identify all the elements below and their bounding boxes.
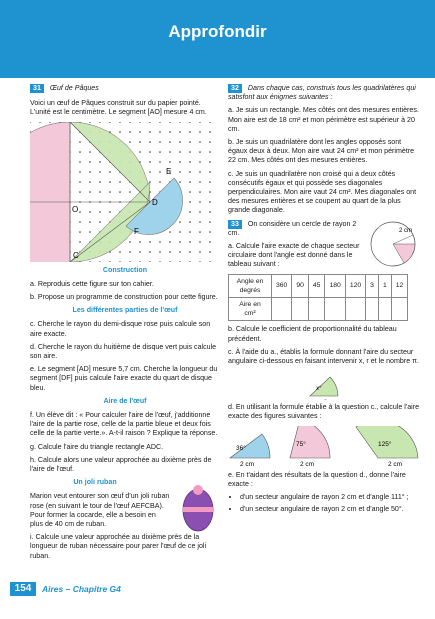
label-O: O — [72, 204, 79, 214]
grid-dot — [179, 231, 181, 233]
grid-dot — [209, 201, 211, 203]
grid-dot — [189, 211, 191, 213]
question-f: f. Un élève dit : « Pour calculer l'aire de l'œuf, j'additionne l'aire de la partie rose, celle de la partie bleue et deux fois celle de la partie verte.». A-t-il raison ? Explique ta réponse. — [30, 411, 218, 438]
three-sectors-figure — [228, 426, 421, 468]
page-title: Approfondir — [168, 22, 267, 41]
sector-angle-label: x° — [316, 386, 322, 393]
page-header — [0, 0, 435, 78]
grid-dot — [109, 122, 111, 123]
table-head-area: Aire en cm² — [229, 298, 272, 321]
grid-dot — [159, 261, 161, 262]
exercise-number-33: 33 — [228, 220, 242, 229]
grid-dot — [179, 151, 181, 153]
grid-dot — [179, 241, 181, 243]
grid-dot — [30, 122, 31, 123]
grid-dot — [179, 131, 181, 133]
grid-dot — [189, 161, 191, 163]
grid-dot — [199, 122, 201, 123]
table-row — [229, 274, 408, 297]
label-D: D — [152, 197, 158, 207]
grid-dot — [149, 171, 151, 173]
grid-dot — [139, 261, 141, 262]
grid-dot — [149, 241, 151, 243]
grid-dot — [209, 171, 211, 173]
ribbon-egg-image — [178, 480, 218, 534]
grid-dot — [189, 141, 191, 143]
table-cell — [292, 298, 309, 321]
parts-heading: Les différentes parties de l'œuf — [72, 306, 178, 315]
grid-dot — [189, 191, 191, 193]
exercise-32-intro: Dans chaque cas, construis tous les quadrilatères qui satisfont aux énigmes suivantes : — [228, 84, 416, 102]
grid-dot — [199, 211, 201, 213]
grid-dot — [79, 141, 81, 143]
grid-dot — [119, 181, 121, 183]
grid-dot — [139, 131, 141, 133]
fig2-angle: 75° — [296, 440, 306, 448]
grid-dot — [199, 191, 201, 193]
question-g: g. Calcule l'aire du triangle rectangle ADC. — [30, 442, 164, 451]
fig1-radius: 2 cm — [240, 460, 255, 468]
question-a: a. Reproduis cette figure sur ton cahier. — [30, 279, 154, 288]
grid-dot — [149, 141, 151, 143]
chapter-footer: Aires – Chapitre G4 — [42, 584, 121, 594]
grid-dot — [169, 131, 171, 133]
grid-dot — [129, 131, 131, 133]
grid-dot — [89, 221, 91, 223]
grid-dot — [79, 161, 81, 163]
table-cell — [378, 298, 391, 321]
grid-dot — [149, 131, 151, 133]
grid-dot — [179, 181, 181, 183]
grid-dot — [159, 171, 161, 173]
grid-dot — [149, 151, 151, 153]
grid-dot — [119, 122, 121, 123]
grid-dot — [199, 231, 201, 233]
grid-dot — [199, 131, 201, 133]
label-E: E — [166, 166, 172, 176]
grid-dot — [109, 211, 111, 213]
grid-dot — [149, 161, 151, 163]
grid-dot — [179, 251, 181, 253]
question-b: b. Propose un programme de construction pour cette figure. — [30, 293, 218, 302]
table-row — [229, 298, 408, 321]
grid-dot — [49, 122, 51, 123]
grid-dot — [179, 221, 181, 223]
pink-half-disc — [30, 122, 70, 262]
egg-figure — [30, 122, 220, 262]
ex32-question-a: a. Je suis un rectangle. Mes côtés ont des mesures entières. Mon aire est de 18 cm² et mon périmètre est supérieur à 20 cm. — [228, 106, 419, 133]
grid-dot — [79, 241, 81, 243]
grid-dot — [209, 251, 211, 253]
grid-dot — [139, 122, 141, 123]
grid-dot — [199, 241, 201, 243]
angle-table — [228, 274, 408, 322]
table-cell: 360 — [272, 274, 292, 297]
ex33-question-e: e. En t'aidant des résultats de la question d., donne l'aire exacte : — [228, 470, 406, 488]
grid-dot — [209, 261, 211, 262]
grid-dot — [109, 191, 111, 193]
grid-dot — [199, 221, 201, 223]
grid-dot — [89, 171, 91, 173]
grid-dot — [199, 251, 201, 253]
grid-dot — [189, 221, 191, 223]
grid-dot — [189, 201, 191, 203]
ex33-question-b: b. Calcule le coefficient de proportionnalité du tableau précédent. — [228, 325, 397, 343]
grid-dot — [159, 141, 161, 143]
grid-dot — [189, 181, 191, 183]
table-cell: 90 — [292, 274, 309, 297]
question-c: c. Cherche le rayon du demi-disque rose puis calcule son aire exacte. — [30, 320, 211, 338]
grid-dot — [89, 151, 91, 153]
label-C: C — [73, 250, 79, 260]
grid-dot — [99, 211, 101, 213]
grid-dot — [209, 191, 211, 193]
grid-dot — [119, 191, 121, 193]
ex32-question-b: b. Je suis un quadrilatère dont les angles opposés sont égaux deux à deux. Mon aire vaut 24 cm² et mon périmètre 22 cm. Mes côtés ont des mesures entières. — [228, 138, 415, 165]
ex33-intro: On considère un cercle de rayon 2 cm. — [228, 219, 357, 237]
question-e: e. Le segment [AD] mesure 5,7 cm. Cherche la longueur du segment [DF] puis calcule l'aire exacte du quart de disque bleu. — [30, 365, 218, 392]
table-cell: 120 — [345, 274, 365, 297]
exercise-intro: Voici un œuf de Pâques construit sur du papier pointé. L'unité est le centimètre. Le segment [AO] mesure 4 cm. — [30, 99, 207, 117]
grid-dot — [189, 251, 191, 253]
fig3-radius: 2 cm — [388, 460, 403, 468]
grid-dot — [149, 261, 151, 262]
grid-dot — [79, 221, 81, 223]
sector-figure — [228, 370, 421, 400]
grid-dot — [129, 251, 131, 253]
grid-dot — [119, 261, 121, 262]
grid-dot — [199, 261, 201, 262]
table-cell — [325, 298, 345, 321]
sector-radius-label — [324, 399, 327, 400]
page-number: 154 — [10, 582, 36, 596]
ribbon-text: Marion veut entourer son œuf d'un joli ruban rose (en suivant le tour de l'œuf AEFCBA). Pour former la cocarde, elle a besoin en plus de 40 cm de ruban. — [30, 492, 170, 529]
exercise-title: Œuf de Pâques — [49, 84, 99, 92]
grid-dot — [99, 221, 101, 223]
grid-dot — [209, 181, 211, 183]
table-cell: 3 — [366, 274, 379, 297]
grid-dot — [129, 141, 131, 143]
grid-dot — [149, 122, 151, 123]
circle-figure — [365, 214, 421, 270]
grid-dot — [79, 151, 81, 153]
area-heading: Aire de l'œuf — [103, 396, 147, 405]
grid-dot — [169, 151, 171, 153]
table-head-angle: Angle en degrés — [229, 274, 272, 297]
grid-dot — [99, 122, 101, 123]
exercise-number: 31 — [30, 84, 44, 93]
table-cell: 12 — [391, 274, 408, 297]
grid-dot — [199, 161, 201, 163]
grid-dot — [179, 141, 181, 143]
grid-dot — [139, 151, 141, 153]
ex33-question-d: d. En utilisant la formule établie à la question c., calcule l'aire exacte des figures suivantes : — [228, 403, 420, 421]
grid-dot — [189, 231, 191, 233]
grid-dot — [139, 241, 141, 243]
grid-dot — [159, 151, 161, 153]
right-column — [228, 84, 421, 518]
grid-dot — [209, 241, 211, 243]
grid-dot — [129, 122, 131, 123]
ex33-question-c: c. À l'aide du a., établis la formule donnant l'aire du secteur angulaire ci-dessous en faisant intervenir x, r et le nombre π. — [228, 347, 420, 366]
grid-dot — [129, 191, 131, 193]
grid-dot — [99, 181, 101, 183]
exercise-number-32: 32 — [228, 84, 242, 93]
fig1-angle: 36° — [236, 444, 246, 452]
grid-dot — [89, 211, 91, 213]
grid-dot — [159, 122, 161, 123]
label-F: F — [134, 226, 139, 236]
grid-dot — [119, 251, 121, 253]
grid-dot — [189, 241, 191, 243]
grid-dot — [89, 122, 91, 123]
table-cell — [272, 298, 292, 321]
grid-dot — [159, 161, 161, 163]
grid-dot — [89, 161, 91, 163]
grid-dot — [189, 131, 191, 133]
grid-dot — [169, 251, 171, 253]
grid-dot — [179, 122, 181, 123]
grid-dot — [99, 171, 101, 173]
left-column — [30, 84, 220, 565]
grid-dot — [79, 211, 81, 213]
grid-dot — [179, 261, 181, 262]
grid-dot — [99, 261, 101, 262]
question-h: h. Calcule alors une valeur approchée au dixième près de l'aire de l'œuf. — [30, 455, 212, 474]
radius-label: 2 cm — [399, 227, 413, 234]
grid-dot — [159, 131, 161, 133]
grid-dot — [39, 122, 41, 123]
grid-dot — [199, 201, 201, 203]
grid-dot — [189, 261, 191, 262]
ex33-question-a: a. Calcule l'aire exacte de chaque secteur circulaire dont l'angle est donné dans le tableau suivant : — [228, 242, 360, 269]
question-i: i. Calcule une valeur approchée au dixième près de la longueur de ruban nécessaire pour parer l'œuf de ce joli ruban. — [30, 533, 207, 560]
grid-dot — [179, 161, 181, 163]
ribbon-heading: Un joli ruban — [73, 478, 117, 487]
grid-dot — [209, 122, 211, 123]
grid-dot — [179, 171, 181, 173]
grid-dot — [89, 191, 91, 193]
table-cell: 180 — [325, 274, 345, 297]
question-d: d. Cherche le rayon du huitième de disque vert puis calcule son aire. — [30, 342, 217, 361]
grid-dot — [159, 181, 161, 183]
grid-dot — [129, 241, 131, 243]
grid-dot — [79, 191, 81, 193]
grid-dot — [169, 261, 171, 262]
grid-dot — [139, 141, 141, 143]
table-cell — [391, 298, 408, 321]
grid-dot — [209, 131, 211, 133]
ex32-question-c: c. Je suis un quadrilatère non croisé qui a deux côtés consécutifs égaux et qui possède ses diagonales perpendiculaires. Mon aire vaut 24 cm². Mes diagonales ont des mesures entières et se coupent au quart de la plus grande diagonale. — [228, 169, 417, 215]
grid-dot — [209, 151, 211, 153]
grid-dot — [199, 171, 201, 173]
grid-dot — [169, 122, 171, 123]
table-cell: 45 — [308, 274, 325, 297]
grid-dot — [189, 171, 191, 173]
grid-dot — [169, 161, 171, 163]
table-cell — [345, 298, 365, 321]
grid-dot — [79, 181, 81, 183]
answer-list — [228, 493, 421, 514]
grid-dot — [169, 141, 171, 143]
grid-dot — [159, 251, 161, 253]
fig2-radius: 2 cm — [300, 460, 315, 468]
grid-dot — [99, 161, 101, 163]
grid-dot — [79, 231, 81, 233]
grid-dot — [89, 231, 91, 233]
grid-dot — [199, 141, 201, 143]
grid-dot — [129, 261, 131, 262]
grid-dot — [209, 231, 211, 233]
table-cell: 1 — [378, 274, 391, 297]
grid-dot — [209, 211, 211, 213]
grid-dot — [109, 181, 111, 183]
grid-dot — [189, 151, 191, 153]
grid-dot — [169, 241, 171, 243]
grid-dot — [139, 251, 141, 253]
grid-dot — [199, 181, 201, 183]
table-cell — [308, 298, 325, 321]
grid-dot — [89, 181, 91, 183]
grid-dot — [79, 171, 81, 173]
grid-dot — [99, 191, 101, 193]
grid-dot — [209, 161, 211, 163]
grid-dot — [109, 261, 111, 262]
grid-dot — [159, 241, 161, 243]
construction-heading: Construction — [102, 265, 148, 274]
fig3-angle: 125° — [378, 440, 392, 448]
table-cell — [366, 298, 379, 321]
list-item: • d'un secteur angulaire de rayon 2 cm et d'angle 50°. — [240, 505, 421, 514]
grid-dot — [209, 221, 211, 223]
grid-dot — [169, 231, 171, 233]
list-item: • d'un secteur angulaire de rayon 2 cm et d'angle 111° ; — [240, 493, 421, 502]
grid-dot — [119, 131, 121, 133]
grid-dot — [199, 151, 201, 153]
grid-dot — [89, 261, 91, 262]
grid-dot — [149, 251, 151, 253]
grid-dot — [109, 171, 111, 173]
grid-dot — [189, 122, 191, 123]
grid-dot — [209, 141, 211, 143]
